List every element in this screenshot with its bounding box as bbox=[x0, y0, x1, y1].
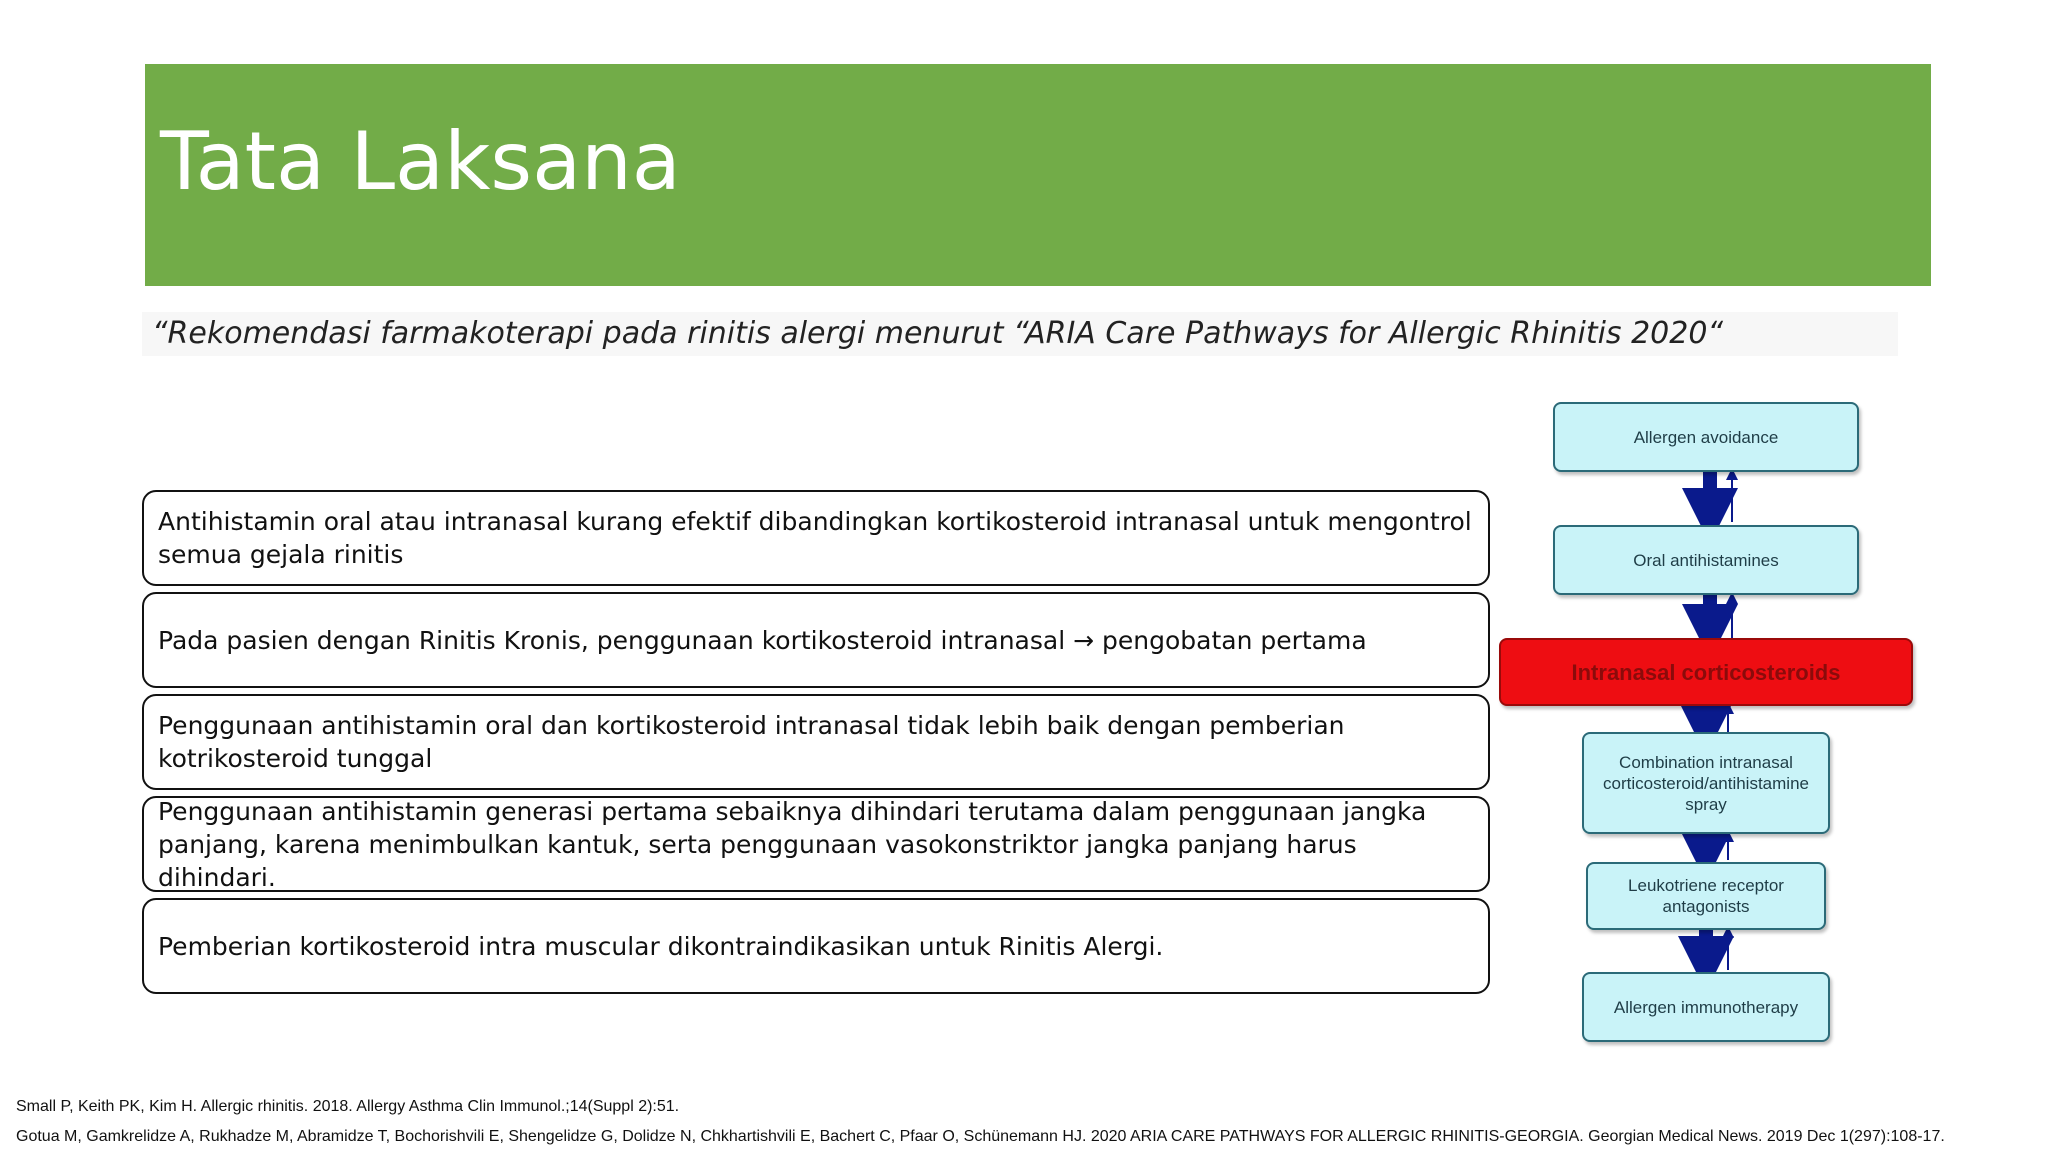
recommendation-text: Penggunaan antihistamin generasi pertama sebaiknya dihindari terutama dalam penggunaan jangka panjang, karena menimbulkan kantuk, serta penggunaan vasokonstriktor jangka panjang harus dihindari. bbox=[158, 796, 1427, 892]
recommendation-box bbox=[142, 898, 1490, 994]
recommendation-text: Penggunaan antihistamin oral dan kortikosteroid intranasal tidak lebih baik dengan pemberian kotrikosteroid tunggal bbox=[158, 711, 1345, 773]
arrow-pair bbox=[1706, 834, 1728, 860]
recommendation-text: Pemberian kortikosteroid intra muscular dikontraindikasikan untuk Rinitis Alergi. bbox=[158, 931, 1164, 961]
flow-node-leukotriene-antagonists: Leukotriene receptor antagonists bbox=[1586, 862, 1826, 930]
recommendation-box bbox=[142, 490, 1490, 586]
arrow-pair bbox=[1706, 706, 1728, 732]
reference-item: Small P, Keith PK, Kim H. Allergic rhinitis. 2018. Allergy Asthma Clin Immunol.;14(Suppl 2):51. bbox=[16, 1098, 680, 1115]
recommendation-box bbox=[142, 694, 1490, 790]
treatment-flowchart bbox=[1496, 398, 1936, 1044]
references bbox=[16, 1097, 2026, 1147]
reference-item: Gotua M, Gamkrelidze A, Rukhadze M, Abramidze T, Bochorishvili E, Shengelidze G, Dolidze N, Chkhartishvili E, Bachert C, Pfaar O, Schünemann HJ. 2020 ARIA CARE PATHWAYS FOR ALLERGIC RHINITIS-GEORGIA. Georgian Medical News. 2019 Dec 1(297):108-17. bbox=[16, 1128, 1945, 1145]
flow-node-allergen-avoidance: Allergen avoidance bbox=[1553, 402, 1859, 472]
arrow-pair bbox=[1710, 470, 1732, 522]
slide-title: Tata Laksana bbox=[160, 115, 681, 208]
arrow-pair bbox=[1710, 594, 1732, 638]
flow-node-oral-antihistamines: Oral antihistamines bbox=[1553, 525, 1859, 595]
flow-arrows bbox=[1496, 398, 1936, 1044]
arrow-pair bbox=[1706, 930, 1728, 970]
flow-node-allergen-immunotherapy: Allergen immunotherapy bbox=[1582, 972, 1830, 1042]
slide-subtitle: “Rekomendasi farmakoterapi pada rinitis alergi menurut “ARIA Care Pathways for Allergic Rhinitis 2020“ bbox=[142, 312, 1898, 356]
recommendation-text: Pada pasien dengan Rinitis Kronis, penggunaan kortikosteroid intranasal → pengobatan pertama bbox=[158, 625, 1367, 655]
recommendation-box bbox=[142, 796, 1490, 892]
recommendation-text: Antihistamin oral atau intranasal kurang efektif dibandingkan kortikosteroid intranasal untuk mengontrol semua gejala rinitis bbox=[158, 507, 1472, 569]
flow-node-combination-spray: Combination intranasal corticosteroid/antihistamine spray bbox=[1582, 732, 1830, 834]
title-bar bbox=[145, 64, 1931, 286]
flow-node-intranasal-corticosteroids: Intranasal corticosteroids bbox=[1499, 638, 1913, 706]
recommendation-box bbox=[142, 592, 1490, 688]
